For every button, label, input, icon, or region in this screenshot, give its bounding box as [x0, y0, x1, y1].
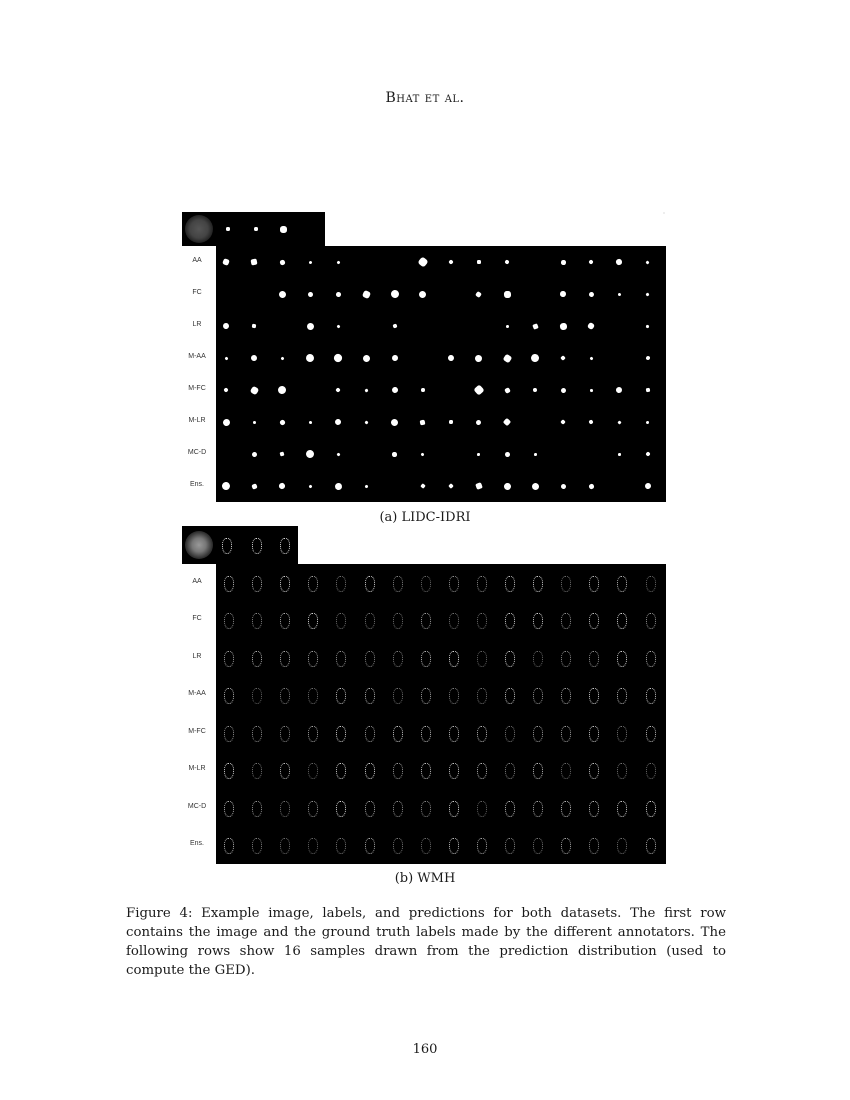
- wmh-prediction: [533, 726, 543, 742]
- nodule-prediction: [645, 260, 649, 264]
- wmh-prediction: [393, 576, 403, 592]
- wmh-prediction: [365, 726, 375, 742]
- nodule-prediction: [336, 452, 340, 456]
- nodule-prediction: [280, 356, 284, 360]
- nodule-prediction: [475, 482, 483, 490]
- wmh-prediction: [280, 688, 290, 704]
- annotator-label: [226, 227, 230, 231]
- nodule-prediction: [532, 323, 539, 330]
- wmh-prediction: [505, 688, 515, 704]
- nodule-prediction: [477, 260, 481, 264]
- wmh-prediction: [252, 688, 262, 704]
- figure-b-sample-grid: [216, 564, 666, 864]
- wmh-prediction: [224, 651, 234, 667]
- row-label: M-LR: [188, 417, 206, 424]
- wmh-prediction: [280, 576, 290, 592]
- wmh-prediction: [308, 838, 318, 854]
- nodule-prediction: [589, 419, 594, 424]
- wmh-prediction: [421, 613, 431, 629]
- nodule-prediction: [249, 385, 259, 395]
- nodule-prediction: [224, 356, 228, 360]
- nodule-prediction: [418, 289, 428, 299]
- nodule-prediction: [251, 483, 257, 489]
- wmh-prediction: [561, 763, 571, 779]
- nodule-prediction: [533, 452, 536, 455]
- annotator-label: [254, 227, 258, 231]
- wmh-prediction: [617, 651, 627, 667]
- nodule-prediction: [560, 387, 566, 393]
- wmh-prediction: [533, 763, 543, 779]
- wmh-prediction: [280, 613, 290, 629]
- wmh-prediction: [533, 688, 543, 704]
- nodule-prediction: [589, 259, 595, 265]
- wmh-prediction: [393, 688, 403, 704]
- wmh-prediction: [252, 576, 262, 592]
- annotator-label: [222, 538, 232, 554]
- wmh-prediction: [308, 763, 318, 779]
- nodule-prediction: [646, 324, 650, 328]
- wmh-prediction: [589, 576, 599, 592]
- nodule-prediction: [448, 483, 454, 489]
- nodule-prediction: [503, 290, 510, 297]
- wmh-prediction: [449, 726, 459, 742]
- nodule-prediction: [250, 354, 258, 362]
- wmh-prediction: [308, 576, 318, 592]
- wmh-prediction: [365, 688, 375, 704]
- nodule-prediction: [222, 322, 230, 330]
- annotator-label: [280, 226, 287, 233]
- wmh-prediction: [589, 688, 599, 704]
- wmh-prediction: [477, 838, 487, 854]
- row-label: M-FC: [188, 385, 206, 392]
- nodule-prediction: [336, 260, 340, 264]
- nodule-prediction: [475, 291, 482, 298]
- nodule-prediction: [560, 355, 566, 361]
- nodule-prediction: [308, 420, 312, 424]
- wmh-prediction: [617, 838, 627, 854]
- wmh-prediction: [308, 688, 318, 704]
- wmh-prediction: [280, 651, 290, 667]
- nodule-prediction: [365, 388, 369, 392]
- wmh-prediction: [224, 726, 234, 742]
- nodule-prediction: [421, 388, 425, 392]
- nodule-prediction: [390, 354, 398, 362]
- wmh-prediction: [393, 763, 403, 779]
- wmh-prediction: [308, 613, 318, 629]
- wmh-prediction: [393, 726, 403, 742]
- row-label: MC-D: [187, 802, 207, 810]
- nodule-prediction: [447, 354, 455, 362]
- nodule-prediction: [334, 418, 342, 426]
- wmh-prediction: [561, 688, 571, 704]
- nodule-prediction: [308, 260, 312, 264]
- nodule-prediction: [474, 353, 484, 363]
- nodule-prediction: [587, 322, 595, 330]
- row-label: M-AA: [188, 353, 206, 360]
- nodule-prediction: [503, 482, 511, 490]
- nodule-prediction: [560, 483, 567, 490]
- nodule-prediction: [334, 482, 343, 491]
- wmh-prediction: [449, 763, 459, 779]
- wmh-prediction: [589, 726, 599, 742]
- nodule-prediction: [531, 482, 540, 491]
- wmh-prediction: [505, 801, 515, 817]
- wmh-prediction: [336, 726, 346, 742]
- wmh-prediction: [421, 576, 431, 592]
- row-label: LR: [192, 652, 202, 660]
- wmh-prediction: [449, 688, 459, 704]
- nodule-prediction: [390, 417, 400, 427]
- nodule-prediction: [392, 323, 397, 328]
- row-label: FC: [192, 289, 202, 296]
- wmh-prediction: [252, 613, 262, 629]
- nodule-prediction: [618, 292, 621, 295]
- nodule-prediction: [251, 258, 258, 265]
- wmh-prediction: [365, 838, 375, 854]
- nodule-prediction: [221, 480, 232, 491]
- wmh-prediction: [561, 838, 571, 854]
- wmh-prediction: [589, 801, 599, 817]
- nodule-prediction: [588, 483, 594, 489]
- nodule-prediction: [530, 353, 540, 363]
- nodule-prediction: [252, 324, 256, 328]
- wmh-prediction: [336, 613, 346, 629]
- nodule-prediction: [305, 448, 316, 459]
- wmh-prediction: [421, 688, 431, 704]
- wmh-prediction: [308, 801, 318, 817]
- nodule-prediction: [392, 451, 397, 456]
- wmh-prediction: [589, 838, 599, 854]
- nodule-prediction: [280, 452, 285, 457]
- nodule-prediction: [362, 289, 371, 298]
- nodule-prediction: [362, 353, 372, 363]
- wmh-prediction: [393, 801, 403, 817]
- row-label: M-FC: [188, 727, 206, 735]
- nodule-prediction: [533, 388, 538, 393]
- wmh-prediction: [589, 651, 599, 667]
- wmh-prediction: [533, 838, 543, 854]
- wmh-prediction: [477, 651, 487, 667]
- nodule-prediction: [504, 387, 511, 394]
- row-label: AA: [192, 257, 202, 264]
- wmh-prediction: [280, 726, 290, 742]
- wmh-prediction: [561, 726, 571, 742]
- nodule-prediction: [333, 352, 344, 363]
- row-label: M-AA: [188, 690, 206, 698]
- nodule-prediction: [253, 420, 256, 423]
- nodule-prediction: [306, 322, 314, 330]
- nodule-prediction: [503, 418, 511, 426]
- nodule-prediction: [305, 352, 316, 363]
- nodule-prediction: [616, 258, 624, 266]
- figure-b-ground-truth-row: [182, 526, 298, 564]
- wmh-prediction: [365, 801, 375, 817]
- nodule-prediction: [505, 324, 508, 327]
- row-label: Ens.: [189, 481, 204, 488]
- wmh-prediction: [505, 726, 515, 742]
- figure-a-caption: (a) LIDC-IDRI: [379, 510, 471, 525]
- wmh-prediction: [449, 576, 459, 592]
- nodule-prediction: [307, 290, 314, 297]
- nodule-prediction: [364, 420, 368, 424]
- figure-a-lidc: [182, 212, 666, 502]
- wmh-prediction: [336, 576, 346, 592]
- figure-b-wmh: [182, 526, 666, 864]
- annotator-label: [280, 538, 290, 554]
- nodule-prediction: [223, 387, 229, 393]
- nodule-prediction: [391, 387, 398, 394]
- nodule-prediction: [588, 290, 595, 297]
- nodule-prediction: [645, 451, 651, 457]
- nodule-prediction: [559, 322, 567, 330]
- figure-caption: Figure 4: Example image, labels, and predictions for both datasets. The first row contains the image and the ground truth labels made by the different annotators. The following rows show 16 samples drawn from the prediction distribution (used to compute the GED).: [126, 906, 726, 978]
- wmh-prediction: [533, 613, 543, 629]
- annotator-label: [252, 538, 262, 554]
- wmh-prediction: [336, 838, 346, 854]
- wmh-prediction: [336, 688, 346, 704]
- nodule-prediction: [560, 291, 567, 298]
- wmh-prediction: [393, 651, 403, 667]
- wmh-prediction: [617, 688, 627, 704]
- figure-a-sample-grid: [216, 246, 666, 502]
- wmh-prediction: [561, 576, 571, 592]
- nodule-prediction: [420, 419, 426, 425]
- row-label: LR: [192, 321, 202, 328]
- wmh-prediction: [646, 838, 656, 854]
- wmh-prediction: [505, 651, 515, 667]
- ct-scan-thumbnail: [185, 215, 213, 243]
- wmh-prediction: [224, 576, 234, 592]
- wmh-prediction: [365, 576, 375, 592]
- wmh-prediction: [421, 763, 431, 779]
- wmh-prediction: [477, 763, 487, 779]
- nodule-prediction: [221, 417, 230, 426]
- wmh-prediction: [421, 726, 431, 742]
- nodule-prediction: [335, 291, 342, 298]
- wmh-prediction: [224, 688, 234, 704]
- wmh-prediction: [393, 613, 403, 629]
- nodule-prediction: [618, 452, 621, 455]
- wmh-prediction: [365, 651, 375, 667]
- wmh-prediction: [224, 801, 234, 817]
- wmh-prediction: [336, 763, 346, 779]
- nodule-prediction: [646, 292, 650, 296]
- row-label: MC-D: [187, 449, 207, 456]
- wmh-prediction: [561, 651, 571, 667]
- nodule-prediction: [504, 450, 511, 457]
- nodule-prediction: [251, 451, 256, 456]
- wmh-prediction: [533, 651, 543, 667]
- wmh-prediction: [252, 801, 262, 817]
- nodule-prediction: [615, 386, 623, 394]
- wmh-prediction: [561, 613, 571, 629]
- wmh-prediction: [224, 838, 234, 854]
- wmh-prediction: [308, 651, 318, 667]
- wmh-prediction: [224, 763, 234, 779]
- row-label: Ens.: [189, 840, 204, 848]
- nodule-prediction: [278, 386, 287, 395]
- wmh-prediction: [505, 838, 515, 854]
- wmh-prediction: [280, 763, 290, 779]
- mri-scan-thumbnail: [185, 531, 213, 559]
- wmh-prediction: [477, 726, 487, 742]
- wmh-prediction: [477, 613, 487, 629]
- wmh-prediction: [365, 613, 375, 629]
- nodule-prediction: [365, 484, 369, 488]
- wmh-prediction: [589, 763, 599, 779]
- wmh-prediction: [393, 838, 403, 854]
- wmh-prediction: [646, 613, 656, 629]
- running-header: Bhat et al.: [385, 90, 465, 106]
- nodule-prediction: [477, 452, 480, 455]
- wmh-prediction: [561, 801, 571, 817]
- nodule-prediction: [645, 388, 650, 393]
- wmh-prediction: [365, 763, 375, 779]
- wmh-prediction: [646, 726, 656, 742]
- nodule-prediction: [278, 482, 286, 490]
- wmh-prediction: [646, 688, 656, 704]
- nodule-prediction: [560, 419, 566, 425]
- nodule-prediction: [504, 259, 509, 264]
- nodule-prediction: [421, 452, 425, 456]
- wmh-prediction: [505, 576, 515, 592]
- wmh-prediction: [421, 801, 431, 817]
- wmh-prediction: [505, 613, 515, 629]
- nodule-prediction: [560, 259, 566, 265]
- row-label: FC: [192, 615, 202, 623]
- page-number: 160: [412, 1042, 438, 1057]
- nodule-prediction: [222, 258, 230, 266]
- wmh-prediction: [336, 801, 346, 817]
- wmh-prediction: [617, 576, 627, 592]
- wmh-prediction: [646, 576, 656, 592]
- nodule-prediction: [449, 420, 453, 424]
- wmh-prediction: [280, 801, 290, 817]
- wmh-prediction: [280, 838, 290, 854]
- nodule-prediction: [420, 483, 426, 489]
- wmh-prediction: [533, 576, 543, 592]
- wmh-prediction: [252, 726, 262, 742]
- nodule-prediction: [448, 259, 454, 265]
- nodule-prediction: [589, 356, 593, 360]
- nodule-prediction: [308, 484, 312, 488]
- nodule-prediction: [336, 387, 342, 393]
- nodule-prediction: [278, 290, 286, 298]
- wmh-prediction: [617, 613, 627, 629]
- wmh-prediction: [252, 838, 262, 854]
- figure-b-caption: (b) WMH: [394, 871, 456, 886]
- nodule-prediction: [473, 384, 484, 395]
- wmh-prediction: [252, 763, 262, 779]
- wmh-prediction: [477, 576, 487, 592]
- figure-a-ground-truth-row: [182, 212, 325, 246]
- nodule-prediction: [645, 355, 650, 360]
- wmh-prediction: [477, 688, 487, 704]
- nodule-prediction: [279, 259, 285, 265]
- wmh-prediction: [646, 763, 656, 779]
- wmh-prediction: [421, 838, 431, 854]
- nodule-prediction: [590, 388, 594, 392]
- wmh-prediction: [617, 726, 627, 742]
- row-label: AA: [192, 577, 202, 585]
- wmh-prediction: [421, 651, 431, 667]
- wmh-prediction: [617, 763, 627, 779]
- wmh-prediction: [646, 801, 656, 817]
- nodule-prediction: [646, 420, 649, 423]
- nodule-prediction: [279, 418, 286, 425]
- wmh-prediction: [224, 613, 234, 629]
- wmh-prediction: [505, 763, 515, 779]
- wmh-prediction: [449, 613, 459, 629]
- nodule-prediction: [476, 419, 482, 425]
- wmh-prediction: [449, 801, 459, 817]
- nodule-prediction: [390, 290, 399, 299]
- nodule-prediction: [643, 482, 651, 490]
- wmh-prediction: [589, 613, 599, 629]
- nodule-prediction: [336, 324, 340, 328]
- nodule-prediction: [617, 420, 621, 424]
- wmh-prediction: [449, 651, 459, 667]
- nodule-prediction: [502, 353, 512, 363]
- wmh-prediction: [477, 801, 487, 817]
- wmh-prediction: [646, 651, 656, 667]
- wmh-prediction: [308, 726, 318, 742]
- nodule-prediction: [417, 256, 428, 267]
- wmh-prediction: [617, 801, 627, 817]
- row-label: M-LR: [188, 765, 206, 773]
- wmh-prediction: [533, 801, 543, 817]
- wmh-prediction: [252, 651, 262, 667]
- wmh-prediction: [449, 838, 459, 854]
- wmh-prediction: [336, 651, 346, 667]
